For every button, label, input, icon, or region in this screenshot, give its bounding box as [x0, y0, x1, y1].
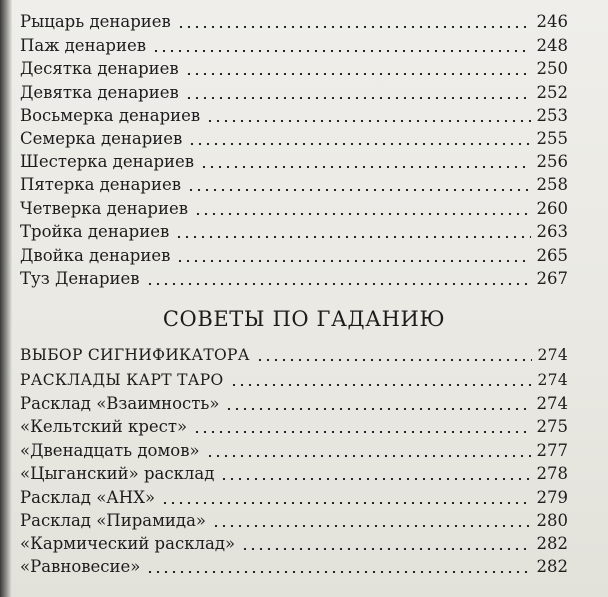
toc-entry	[20, 484, 568, 508]
dot-leader	[176, 260, 530, 262]
toc-entry	[20, 460, 568, 484]
dot-leader	[194, 213, 530, 215]
toc-entry	[20, 8, 568, 32]
dot-leader	[146, 283, 531, 285]
toc-entry-label: Двойка денариев	[20, 246, 171, 265]
toc-entry-label: Паж денариев	[20, 36, 147, 55]
toc-entry	[20, 265, 568, 289]
dot-leader	[185, 97, 531, 99]
toc-entry	[20, 390, 568, 414]
toc-entry-label: Десятка денариев	[20, 59, 179, 78]
toc-entry	[20, 242, 568, 266]
dot-leader	[177, 26, 531, 28]
toc-entry-page: 250	[536, 59, 568, 78]
toc-entry-label: Расклад «Пирамида»	[20, 511, 207, 530]
toc-entry-page: 255	[536, 129, 568, 148]
dot-leader	[185, 73, 531, 75]
toc-entry	[20, 195, 568, 219]
toc-entry-page: 246	[536, 12, 568, 31]
toc-entry-page: 252	[536, 83, 568, 102]
toc-entry-label: Девятка денариев	[20, 83, 179, 102]
toc-entry-label: «Равновесие»	[20, 557, 141, 576]
toc-entry-page: 265	[536, 246, 568, 265]
toc-entry	[20, 79, 568, 103]
toc-entry	[20, 366, 568, 390]
toc-entry-page: 263	[536, 222, 568, 241]
toc-entry	[20, 125, 568, 149]
toc-entry-label: Расклад «АНХ»	[20, 488, 156, 507]
dot-leader	[212, 525, 530, 527]
toc-entry-label: Туз Денариев	[20, 269, 140, 288]
toc-entry-label: «Цыганский» расклад	[20, 464, 215, 483]
toc-entry-page: 248	[536, 36, 568, 55]
toc-entry	[20, 553, 568, 577]
section-heading: СОВЕТЫ ПО ГАДАНИЮ	[162, 307, 446, 331]
toc-entry-page: 256	[536, 152, 568, 171]
dot-leader	[152, 50, 530, 52]
toc-entry-page: 267	[536, 269, 568, 288]
dot-leader	[161, 502, 530, 504]
toc-entry	[20, 530, 568, 554]
toc-entry-label: Расклад «Взаимность»	[20, 394, 220, 413]
toc-entry-label: Рыцарь денариев	[20, 12, 171, 31]
toc-entry-label: «Двенадцать домов»	[20, 441, 200, 460]
page-edge-shadow	[0, 0, 12, 597]
toc-entry-label: Четверка денариев	[20, 199, 189, 218]
toc-entry-page: 282	[536, 534, 568, 553]
toc-entry-page: 279	[536, 488, 568, 507]
toc-entry-label: «Кармический расклад»	[20, 534, 236, 553]
toc-entry-label: Пятерка денариев	[20, 175, 182, 194]
dot-leader	[220, 478, 530, 480]
dot-leader	[206, 120, 530, 122]
toc-entry	[20, 341, 568, 365]
dot-leader	[187, 189, 530, 191]
toc-entry	[20, 218, 568, 242]
toc-entry	[20, 413, 568, 437]
dot-leader	[193, 431, 530, 433]
toc-entry-page: 282	[536, 557, 568, 576]
toc-entry-label: «Кельтский крест»	[20, 417, 188, 436]
toc-entry-page: 260	[536, 199, 568, 218]
dot-leader	[206, 455, 531, 457]
dot-leader	[225, 408, 530, 410]
toc-entry-label: Шестерка денариев	[20, 152, 195, 171]
toc-entry-page: 278	[536, 464, 568, 483]
toc-entry	[20, 102, 568, 126]
toc-entry-page: 274	[537, 371, 568, 389]
toc-entry-label: Семерка денариев	[20, 129, 183, 148]
toc-entry-page: 280	[536, 511, 568, 530]
toc-entry-label: Восьмерка денариев	[20, 106, 201, 125]
dot-leader	[188, 143, 530, 145]
toc-entry	[20, 55, 568, 79]
toc-entry-page: 274	[536, 394, 568, 413]
dot-leader	[241, 548, 530, 550]
dot-leader	[175, 236, 530, 238]
toc-entry	[20, 437, 568, 461]
toc-entry-page: 277	[536, 441, 568, 460]
dot-leader	[200, 166, 530, 168]
toc-entry-label: ВЫБОР СИГНИФИКАТОРА	[20, 346, 250, 364]
toc-entry-page: 274	[537, 346, 568, 364]
toc-entry	[20, 32, 568, 56]
toc-entry-label: Тройка денариев	[20, 222, 170, 241]
toc-entry-page: 253	[536, 106, 568, 125]
toc-entry	[20, 171, 568, 195]
toc-entry	[20, 507, 568, 531]
toc-entry-page: 275	[536, 417, 568, 436]
toc-entry	[20, 148, 568, 172]
dot-leader	[146, 571, 530, 573]
dot-leader	[256, 359, 532, 361]
dot-leader	[230, 384, 532, 386]
toc-entry-page: 258	[536, 175, 568, 194]
toc-entry-label: РАСКЛАДЫ КАРТ ТАРО	[20, 371, 224, 389]
